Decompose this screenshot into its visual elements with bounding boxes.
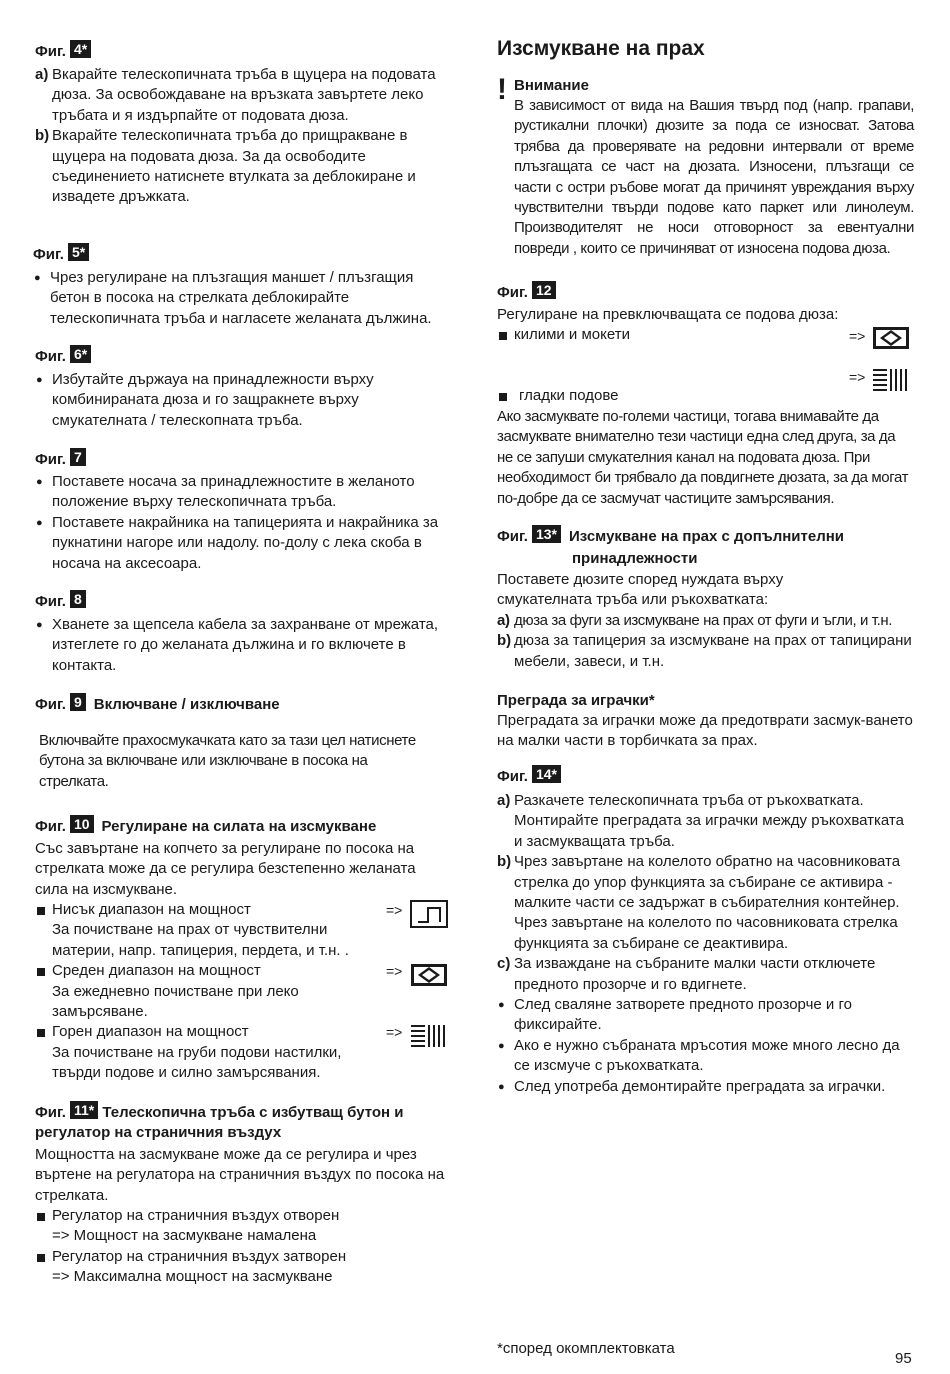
fig7-heading: Фиг. 7 [35,448,86,470]
warning-icon: ! [497,73,507,106]
arrow: => [849,328,866,344]
fig8-list [35,615,445,676]
list-item: ● След сваляне затворете предното прозорче и го фиксирайте. [497,995,912,1036]
list-item: ● Избутайте държауа на принадлежности върху комбинираната дюза и го защракнете върху смукателната / телескопната тръба. [35,370,450,431]
list-item: ● Чрез регулиране на плъзгащия маншет / плъзгащия бетон в посока на стрелката деблокирайте телескопичната тръба и нагласете желаната дължина. [33,268,453,329]
fig14-heading: Фиг. 14* [497,765,561,787]
fig5-list [33,268,453,329]
fig13-heading: Фиг. 13* Изсмукване на прах с допълнителни [497,526,845,545]
list-item: ● Хванете за щепсела кабела за захранване от мрежата, изтеглете го до желаната дължина и го включете в контакта. [35,615,445,676]
high-power-icon [410,1023,448,1049]
fig13-title-line2: принадлежности [572,550,698,567]
level-low: Нисък диапазон на мощност За почистване на прах от чувствителни материи, напр. тапицерия, пердета, и т.н. . [35,900,385,961]
arrow: => [849,369,866,385]
fig10-levels [35,900,385,1084]
footnote: *според окомплектовката [497,1340,675,1357]
list-item: Регулатор на страничния въздух отворен => Мощност на засмукване намалена [35,1206,435,1247]
fig10-intro: Със завъртане на копчето за регулиране по посока на стрелката може да се регулира безстепенно желаната сила на изсмукване. [35,840,416,898]
step-b: b) Вкарайте телескопичната тръба до прищракване в щуцера на подовата дюза. За да освободите съединението натиснете втулката за деблокиране и извадете дръжката. [35,127,416,206]
step-a: a) Разкачете телескопичната тръба от ръкохватката. Монтирайте преградата за играчки между ръкохватката и засмукващата тръба. [497,792,904,850]
fig4-heading: Фиг. 4* [35,40,91,62]
fig11-intro: Мощността на засмукване може да се регулира и чрез въртене на регулатора на страничния въздух по посока на стрелката. [35,1146,445,1204]
arrow: => [386,1024,403,1040]
toy-guard-text: Преградата за играчки може да предотврати засмук-ването на малки части в торбичката за прах. [497,712,913,750]
fig6-heading: Фиг. 6* [35,345,91,367]
list-item: ● След употреба демонтирайте преградата за играчки. [497,1077,912,1097]
carpet-icon [872,326,910,350]
step-a: a) дюза за фуги за изсмукване на прах от фуги и ъгли, и т.н. [497,612,893,629]
hard-floor-icon [872,367,910,393]
warning-text: В зависимост от вида на Вашия твърд под (напр. грапави, рустикални плочки) дюзите за пода се износват. Затова трябва да проверявате на редовни интервали от време плъзгащата се част на дюзата. Износени, плъзгащи се части с остри ръбове могат да причинят увреждания върху чувствителни твърди подове като паркет или линолеум. Производителят не носи отговорност за евентуални повреди , които се причиняват от износена подова дюза. [514,97,914,257]
low-power-icon [410,900,448,928]
level-high: Горен диапазон на мощност За почистване на груби подови настилки, твърди подове и силно замърсявания. [35,1022,385,1083]
fig13-intro: Поставете дюзите според нуждата върху смукателната тръба или ръкохватката: [497,571,784,609]
fig14-steps [497,791,912,1097]
fig10-heading: Фиг. 10 Регулиране на силата на изсмукване [35,816,377,835]
section-title: Изсмукване на прах [497,37,705,60]
fig13-steps [497,611,912,672]
list-item: ● Поставете носача за принадлежностите в желаното положение върху телескопичната тръба. [35,472,453,513]
fig12-note: Ако засмуквате по-големи частици, тогава внимавайте да засмуквате внимателно тези частици една след друга, за да не се запуши смукателния канал на подовата дюза. При необходимост би трябвало да повдигнете дюзата, за да могат по-добре да се засмучат частиците замърсявания. [497,408,909,507]
medium-power-icon [410,963,448,987]
toy-guard-title: Преграда за играчки* [497,692,655,709]
fig8-heading: Фиг. 8 [35,590,86,612]
smooth-floor-option: гладки подове [497,386,849,406]
fig11-list [35,1206,435,1288]
fig11-heading: Фиг. 11* Телескопична тръба с избутващ бутон и регулатор на страничния въздух [35,1102,404,1142]
fig9-text: Включвайте прахосмукачката като за тази цел натиснете бутона за включване или изключване в посока на стрелката. [39,732,416,790]
step-b: b) дюза за тапицерия за изсмукване на прах от тапицирани мебели, завеси, и т.н. [497,632,912,670]
list-item: ● Поставете накрайника на тапицерията и накрайника за пукнатини нагоре или надолу. по-долу с лека скоба в носача на аксесоара. [35,513,453,574]
fig6-list [35,370,450,431]
fig12-heading: Фиг. 12 [497,281,556,303]
fig7-list [35,472,453,574]
page-number: 95 [895,1350,912,1367]
step-c: c) За изваждане на събраните малки части отключете предното прозорче и го вдигнете. [497,955,876,993]
warning-title: Внимание [514,77,589,94]
fig5-heading: Фиг. 5* [33,243,89,265]
list-item: ● Ако е нужно събраната мръсотия може много лесно да се изсмуче с ръкохватката. [497,1036,912,1077]
level-mid: Среден диапазон на мощност За ежедневно почистване при леко замърсяване. [35,961,385,1022]
carpet-option: килими и мокети [497,325,844,345]
fig-number-badge: 4* [70,40,91,58]
step-b: b) Чрез завъртане на колелото обратно на часовниковата стрелка до упор функцията за събиране се активира - малките части се задържат в събирателния контейнер. Чрез завъртане на колелото по часовниковата стрелка функцията за събиране се деактивира. [497,853,901,952]
step-a: a) Вкарайте телескопичната тръба в щуцера на подовата дюза. За освобождаване на връзката завъртете леко тръбата и я издърпайте от подовата дюза. [35,66,436,124]
fig4-steps [35,65,453,208]
fig9-heading: Фиг. 9 Включване / изключване [35,694,280,713]
arrow: => [386,902,403,918]
fig12-intro: Регулиране на превключващата се подова дюза: [497,306,839,323]
list-item: Регулатор на страничния въздух затворен => Максимална мощност на засмукване [35,1247,435,1288]
arrow: => [386,963,403,979]
